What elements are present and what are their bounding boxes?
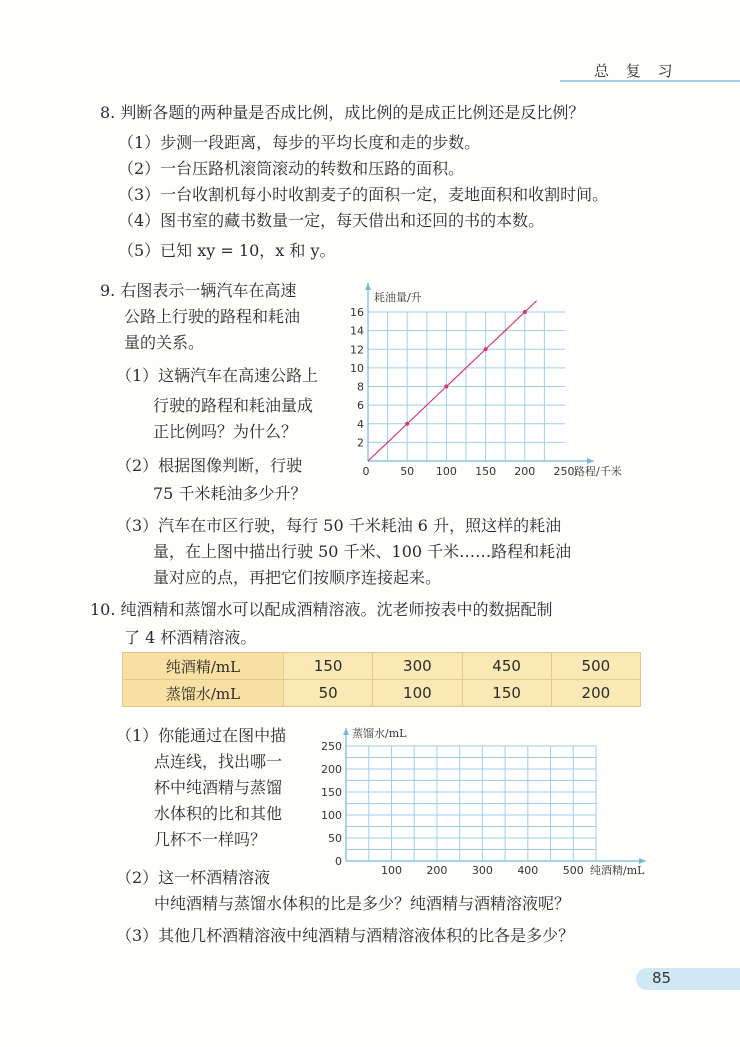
- alcohol-water-chart: [318, 722, 658, 884]
- table-cell: 200: [551, 680, 640, 707]
- q9-stem-line-2: 公路上行驶的路程和耗油: [124, 307, 301, 326]
- q9-sub2-line-1: （2）根据图像判断，行驶: [116, 456, 303, 475]
- y-tick-label: 50: [328, 832, 342, 845]
- data-point: [523, 310, 527, 314]
- q9-stem-line-3: 量的关系。: [124, 333, 205, 352]
- y-tick-label: 200: [321, 763, 342, 776]
- y-axis-label: 蒸馏水/mL: [352, 727, 407, 740]
- y-axis-arrow: [343, 728, 349, 735]
- fuel-distance-chart: [340, 275, 660, 495]
- x-tick-label: 0: [362, 465, 370, 478]
- x-tick-label: 250: [553, 465, 575, 478]
- y-tick-label: 250: [321, 740, 342, 753]
- y-tick-label: 0: [335, 855, 342, 868]
- table-row: [123, 680, 641, 707]
- section-header: 总 复 习: [594, 62, 679, 80]
- q9-sub2-line-2: 75 千米耗油多少升？: [153, 484, 307, 503]
- q10-stem-line-2: 了 4 杯酒精溶液。: [124, 628, 257, 647]
- q10-sub2-line-2: 中纯酒精与蒸馏水体积的比是多少？纯酒精与酒精溶液呢？: [154, 894, 571, 913]
- y-tick-label: 6: [357, 399, 364, 413]
- q8-item-3: （3）一台收割机每小时收割麦子的面积一定，麦地面积和收割时间。: [118, 185, 609, 204]
- y-tick-label: 16: [350, 306, 364, 319]
- table-cell: 50: [284, 680, 373, 707]
- q8-item-5: （5）已知 xy = 10，x 和 y。: [118, 241, 336, 260]
- y-axis-label: 耗油量/升: [374, 291, 422, 304]
- q9-sub1-line-2: 行驶的路程和耗油量成: [153, 396, 314, 415]
- q10-sub2-line-1: （2）这一杯酒精溶液: [116, 868, 271, 887]
- q10-sub1-line-1: （1）你能通过在图中描: [116, 726, 287, 745]
- q8-item-4: （4）图书室的藏书数量一定，每天借出和还回的书的本数。: [118, 211, 545, 230]
- y-axis-arrow: [365, 283, 371, 290]
- q9-sub1-line-1: （1）这辆汽车在高速公路上: [116, 366, 319, 385]
- x-axis-label: 纯酒精/mL: [590, 864, 645, 877]
- y-tick-label: 12: [350, 343, 364, 357]
- x-tick-label: 300: [471, 864, 493, 877]
- x-tick-label: 150: [475, 465, 497, 478]
- y-tick-label: 2: [357, 436, 364, 450]
- table-cell: 150: [462, 680, 551, 707]
- x-tick-label: 200: [426, 864, 448, 877]
- data-point: [405, 422, 409, 426]
- y-tick-label: 100: [321, 809, 342, 822]
- data-point: [484, 347, 488, 351]
- q8-item-1: （1）步测一段距离，每步的平均长度和走的步数。: [118, 133, 481, 152]
- q8-stem: 8. 判断各题的两种量是否成比例，成比例的是成正比例还是反比例？: [100, 103, 585, 122]
- q9-sub3-line-2: 量，在上图中描出行驶 50 千米、100 千米……路程和耗油: [153, 542, 572, 561]
- q9-sub1-line-3: 正比例吗？为什么？: [153, 422, 298, 441]
- page-number: 85: [652, 969, 672, 987]
- y-tick-label: 4: [357, 417, 364, 431]
- q10-sub1-line-3: 杯中纯酒精与蒸馏: [154, 778, 283, 797]
- x-axis-arrow: [587, 458, 594, 464]
- x-tick-label: 50: [400, 465, 415, 478]
- table-cell: 150: [284, 653, 373, 680]
- y-tick-label: 14: [350, 324, 364, 338]
- x-tick-label: 200: [514, 465, 536, 478]
- mix-table: [122, 652, 641, 707]
- x-axis-label: 路程/千米: [574, 465, 622, 478]
- q9-sub3-line-3: 量对应的点，再把它们按顺序连接起来。: [153, 568, 442, 587]
- table-row: [123, 653, 641, 680]
- table-cell: 450: [462, 653, 551, 680]
- q9-stem-line-1: 9. 右图表示一辆汽车在高速: [100, 281, 297, 300]
- y-tick-label: 8: [357, 380, 364, 394]
- x-tick-label: 100: [435, 465, 457, 478]
- x-tick-label: 400: [517, 864, 539, 877]
- q10-sub3: （3）其他几杯酒精溶液中纯酒精与酒精溶液体积的比各是多少？: [116, 926, 575, 945]
- table-cell: 300: [373, 653, 462, 680]
- x-tick-label: 500: [562, 864, 584, 877]
- q10-sub1-line-4: 水体积的比和其他: [154, 804, 283, 823]
- q10-stem-line-1: 10. 纯酒精和蒸馏水可以配成酒精溶液。沈老师按表中的数据配制: [90, 600, 553, 619]
- table-cell: 100: [373, 680, 462, 707]
- q10-sub1-line-5: 几杯不一样吗？: [154, 830, 267, 849]
- row-label: 纯酒精/mL: [123, 653, 284, 680]
- q9-sub3-line-1: （3）汽车在市区行驶，每行 50 千米耗油 6 升，照这样的耗油: [116, 516, 562, 535]
- q10-sub1-line-2: 点连线，找出哪一: [154, 752, 283, 771]
- q8-item-2: （2）一台压路机滚筒滚动的转数和压路的面积。: [118, 159, 465, 178]
- header-rule: [560, 80, 740, 82]
- table-cell: 500: [551, 653, 640, 680]
- data-point: [444, 385, 448, 389]
- y-tick-label: 10: [350, 361, 364, 375]
- x-tick-label: 100: [380, 864, 402, 877]
- row-label: 蒸馏水/mL: [123, 680, 284, 707]
- y-tick-label: 150: [321, 786, 342, 799]
